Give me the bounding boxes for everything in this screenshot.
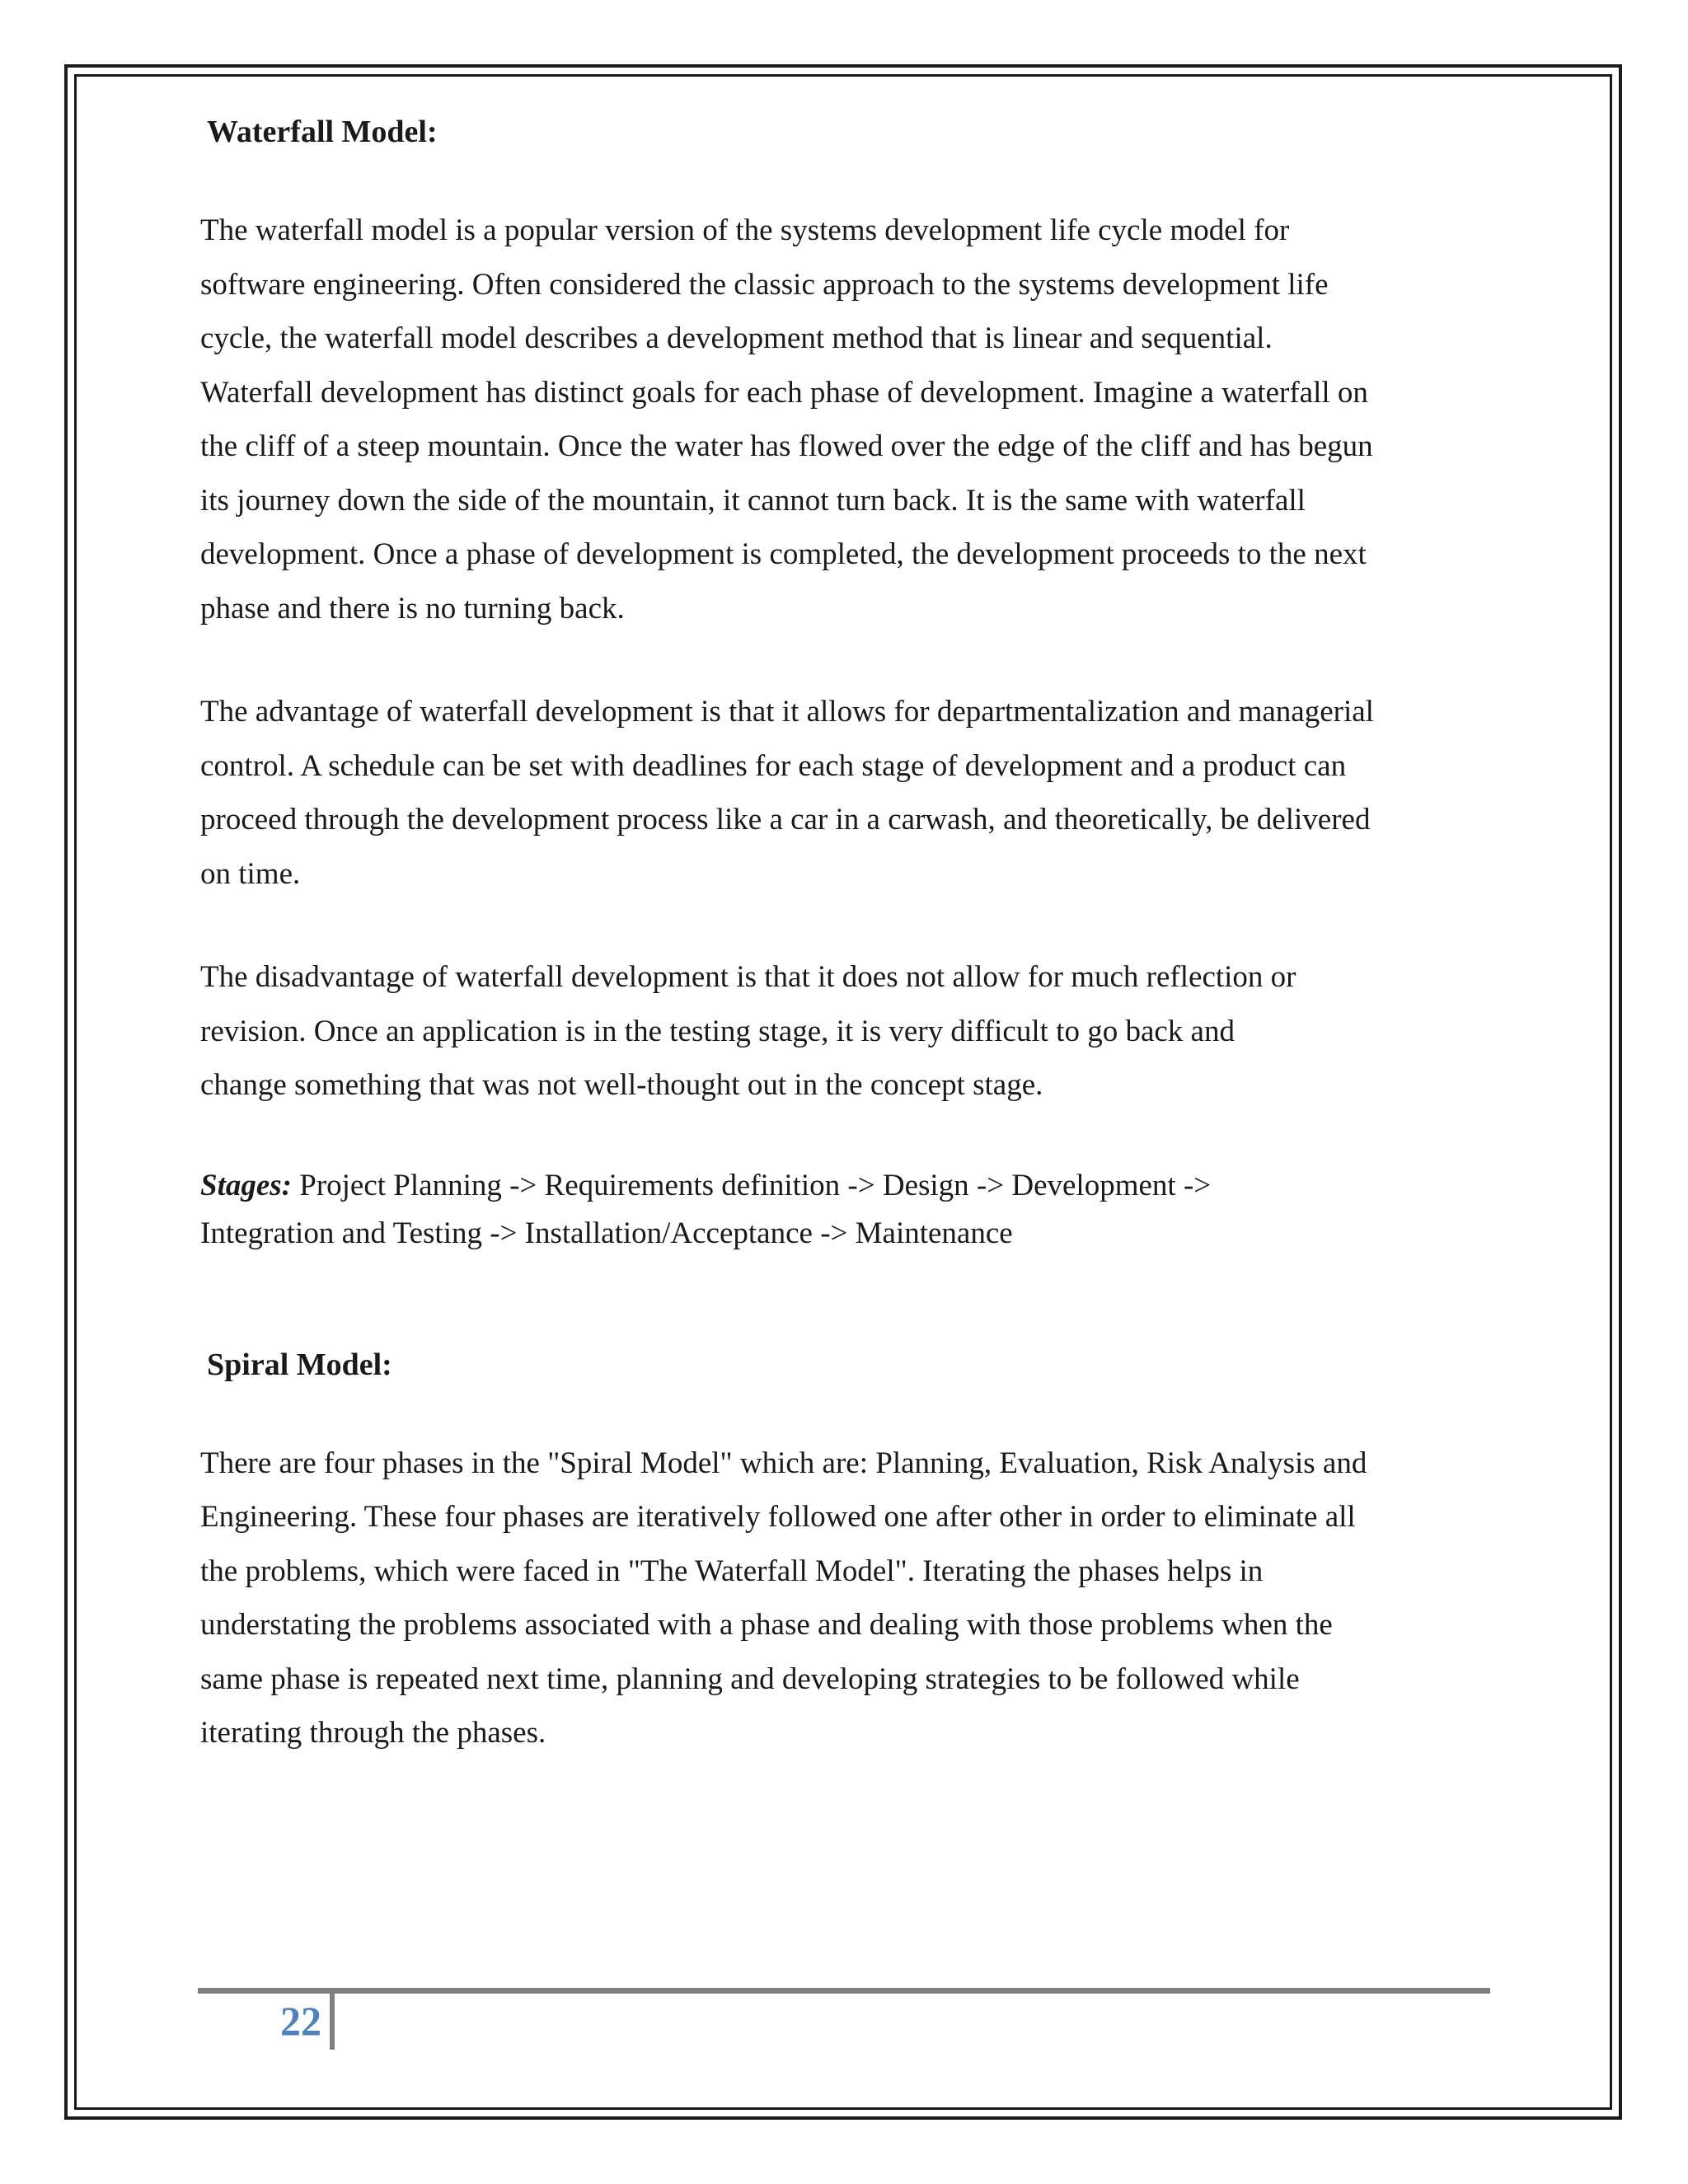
text-line: Waterfall development has distinct goals for each phase of development. Imagine a waterfall on xyxy=(200,375,1368,410)
text-line: on time. xyxy=(200,856,301,891)
text-line: The waterfall model is a popular version of the systems development life cycle model for xyxy=(200,213,1290,247)
text-line: software engineering. Often considered the classic approach to the systems development life xyxy=(200,267,1329,302)
text-line: same phase is repeated next time, planning and developing strategies to be followed while xyxy=(200,1661,1300,1696)
waterfall-heading: Waterfall Model: xyxy=(207,115,438,149)
waterfall-disadvantage-paragraph xyxy=(200,950,1486,1113)
waterfall-intro-paragraph xyxy=(200,204,1486,635)
footer-divider xyxy=(330,1994,335,2050)
waterfall-stages xyxy=(200,1162,1486,1258)
text-line: Engineering. These four phases are iteratively followed one after other in order to eliminate all xyxy=(200,1500,1356,1534)
spiral-paragraph xyxy=(200,1436,1486,1760)
footer-rule xyxy=(198,1988,1490,1994)
text-line: development. Once a phase of development is completed, the development proceeds to the next xyxy=(200,537,1367,571)
page-content xyxy=(200,107,1486,1760)
text-line: change something that was not well-thought out in the concept stage. xyxy=(200,1068,1043,1102)
text-line: proceed through the development process like a car in a carwash, and theoretically, be delivered xyxy=(200,803,1371,837)
text-line: phase and there is no turning back. xyxy=(200,591,625,626)
stages-label: Stages: xyxy=(200,1168,292,1202)
spiral-heading: Spiral Model: xyxy=(207,1347,392,1382)
text-line: its journey down the side of the mountain, it cannot turn back. It is the same with waterfall xyxy=(200,483,1306,518)
text-line: the cliff of a steep mountain. Once the water has flowed over the edge of the cliff and has begun xyxy=(200,429,1373,463)
text-line: iterating through the phases. xyxy=(200,1716,546,1750)
text-line: understating the problems associated with a phase and dealing with those problems when the xyxy=(200,1608,1333,1642)
text-line: control. A schedule can be set with deadlines for each stage of development and a product can xyxy=(200,748,1347,783)
text-line: revision. Once an application is in the testing stage, it is very difficult to go back and xyxy=(200,1014,1235,1048)
text-line: Project Planning -> Requirements definition -> Design -> Development -> xyxy=(292,1168,1212,1202)
text-line: Integration and Testing -> Installation/Acceptance -> Maintenance xyxy=(200,1216,1013,1250)
waterfall-advantage-paragraph xyxy=(200,685,1486,901)
text-line: There are four phases in the "Spiral Model" which are: Planning, Evaluation, Risk Analysis and xyxy=(200,1446,1367,1480)
page-number: 22 xyxy=(280,1998,321,2044)
text-line: The disadvantage of waterfall development is that it does not allow for much reflection or xyxy=(200,960,1296,994)
text-line: cycle, the waterfall model describes a development method that is linear and sequential. xyxy=(200,321,1273,355)
text-line: The advantage of waterfall development is that it allows for departmentalization and managerial xyxy=(200,695,1374,729)
text-line: the problems, which were faced in "The Waterfall Model". Iterating the phases helps in xyxy=(200,1554,1264,1588)
